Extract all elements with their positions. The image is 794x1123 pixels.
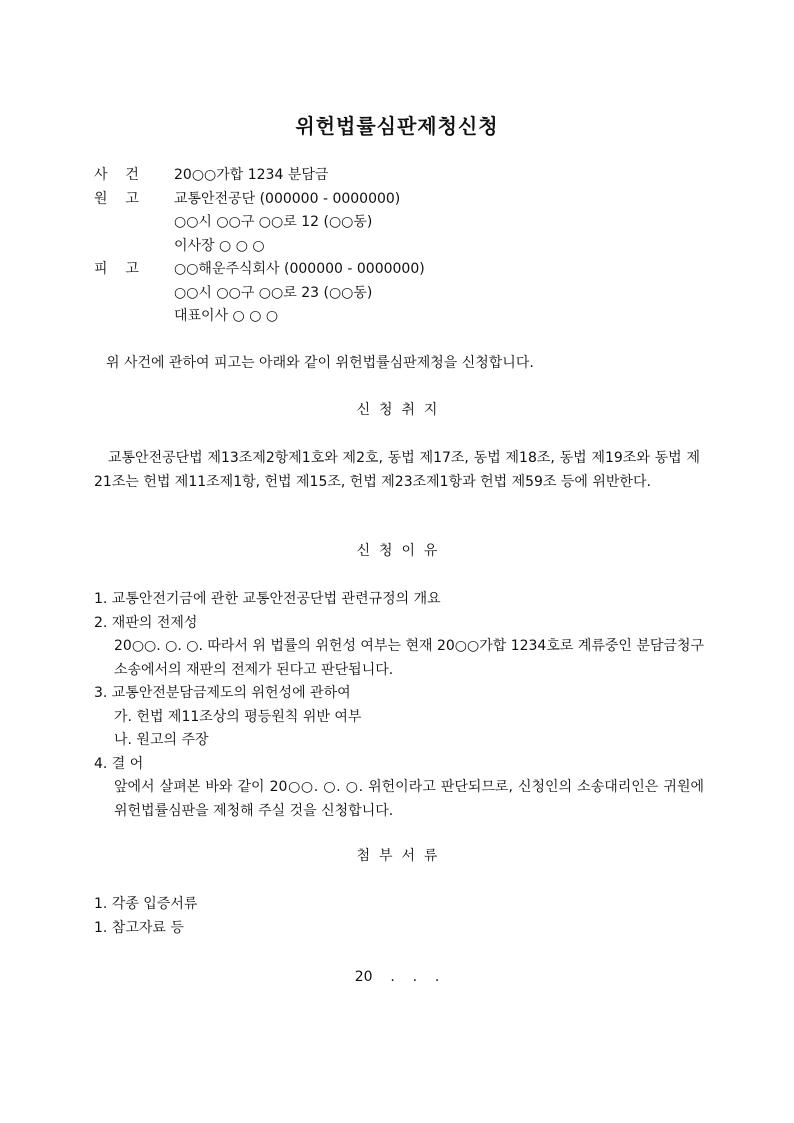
parties-block bbox=[94, 164, 714, 329]
purpose-heading: 신 청 취 지 bbox=[356, 402, 438, 418]
reasons-heading: 신 청 이 유 bbox=[356, 543, 438, 559]
plaintiff-name: 교통안전공단 (000000 - 0000000) bbox=[174, 190, 401, 207]
attachments-list bbox=[94, 893, 704, 940]
reason-item-3-b: 나. 원고의 주장 bbox=[114, 732, 209, 748]
defendant-address-row bbox=[94, 282, 714, 306]
document-title: 위헌법률심판제청신청 bbox=[295, 114, 499, 138]
defendant-representative-row bbox=[94, 305, 714, 329]
reason-item-1: 1. 교통안전기금에 관한 교통안전공단법 관련규정의 개요 bbox=[94, 591, 441, 607]
case-label: 사 건 bbox=[94, 167, 139, 183]
attachment-item: 1. 참고자료 등 bbox=[94, 919, 184, 936]
plaintiff-row bbox=[94, 188, 714, 212]
reason-item-4-text: 앞에서 살펴본 바와 같이 20○○. ○. ○. 위헌이라고 판단되므로, 신청인의 소송대리인은 귀원에 위헌법률심판을 제청해 주실 것을 신청합니다. bbox=[114, 779, 704, 819]
plaintiff-representative-row bbox=[94, 235, 714, 259]
defendant-representative: 대표이사 ○ ○ ○ bbox=[174, 308, 279, 324]
defendant-label: 피 고 bbox=[94, 261, 139, 277]
defendant-row bbox=[94, 258, 714, 282]
case-row bbox=[94, 164, 714, 188]
reason-item-2-text: 20○○. ○. ○. 따라서 위 법률의 위헌성 여부는 현재 20○○가합 1234호로 계류중인 분담금청구소송에서의 재판의 전제가 된다고 판단됩니다. bbox=[114, 638, 704, 678]
attachment-item: 1. 각종 입증서류 bbox=[94, 896, 198, 912]
intro-paragraph: 위 사건에 관하여 피고는 아래와 같이 위헌법률심판제청을 신청합니다. bbox=[106, 355, 534, 371]
attachments-heading: 첨 부 서 류 bbox=[356, 848, 438, 864]
plaintiff-address-row bbox=[94, 211, 714, 235]
defendant-address: ○○시 ○○구 ○○로 23 (○○동) bbox=[174, 284, 373, 301]
plaintiff-label: 원 고 bbox=[94, 190, 139, 207]
purpose-paragraph: 교통안전공단법 제13조제2항제1호와 제2호, 동법 제17조, 동법 제18조, 동법 제19조와 동법 제21조는 헌법 제11조제1항, 헌법 제15조, 헌법 제23조제1항과 헌법 제59조 등에 위반한다. bbox=[94, 450, 700, 490]
plaintiff-representative: 이사장 ○ ○ ○ bbox=[174, 237, 265, 254]
defendant-name: ○○해운주식회사 (000000 - 0000000) bbox=[174, 261, 425, 277]
date-line: 20 . . . bbox=[354, 969, 440, 985]
reason-item-4: 4. 결 어 bbox=[94, 755, 144, 772]
plaintiff-address: ○○시 ○○구 ○○로 12 (○○동) bbox=[174, 214, 373, 230]
reasons-list bbox=[94, 588, 704, 823]
reason-item-2: 2. 재판의 전제성 bbox=[94, 614, 198, 631]
case-value: 20○○가합 1234 분담금 bbox=[174, 167, 329, 183]
reason-item-3-a: 가. 헌법 제11조상의 평등원칙 위반 여부 bbox=[114, 708, 362, 725]
reason-item-3: 3. 교통안전분담금제도의 위헌성에 관하여 bbox=[94, 685, 351, 701]
